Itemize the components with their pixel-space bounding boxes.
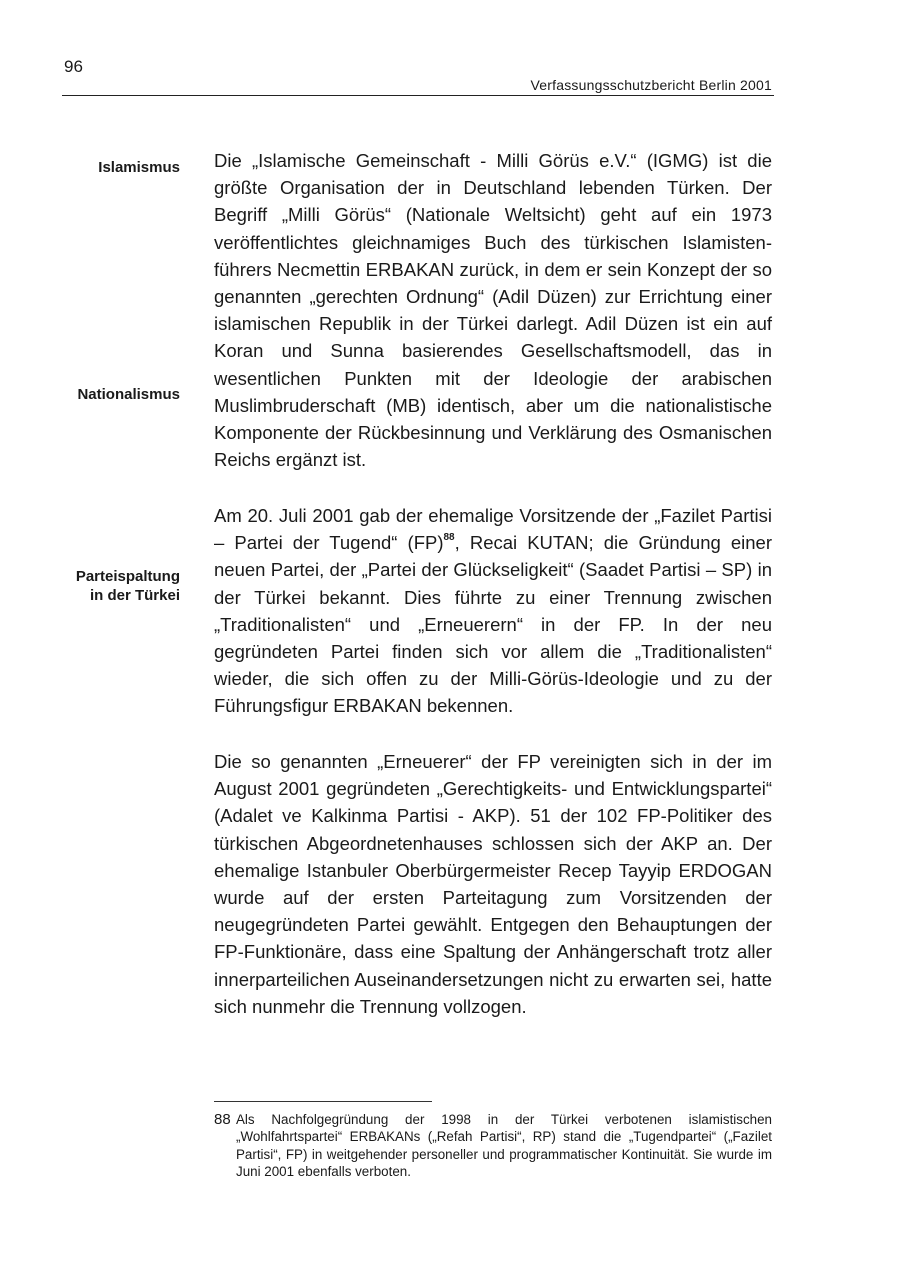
margin-note-parteispaltung-line2: in der Türkei [89, 587, 180, 604]
page-number: 96 [64, 57, 83, 76]
margin-note-parteispaltung-line1: Parteispaltung [75, 568, 180, 585]
paragraph-parteigruendung-part1: Am 20. Juli 2001 gab der ehemalige Vorsitzende der „Fazilet Partisi – Partei der Tugend“ (FP) [214, 505, 772, 554]
header-rule [62, 95, 774, 96]
paragraph-parteigruendung-part2: , Recai KUTAN; die Gründung einer neuen Partei, der „Partei der Glückseligkeit“ (Saadet Partisi – SP) in der Türkei bekannt. Dies führte zu einer Trennung zwischen „Traditionalisten“ und „Erneuerern“ in der FP. In der neu gegründeten Partei finden sich vor allem die „Traditionalisten“ wieder, die sich offen zu der Milli-Görüs-Ideologie und zu der Führungsfigur ERBAKAN bekennen. [214, 532, 772, 717]
footnote-text: Als Nachfolgegründung der 1998 in der Türkei verbotenen islamistischen „Wohlfahrtspartei“ ERBAKANs („Refah Partisi“, RP) stand die „Tugendpartei“ („Fazilet Partisi“, FP) in weitgehender personeller und programmatischer Kontinuität. Sie wurde im Juni 2001 ebenfalls verboten. [236, 1112, 772, 1179]
footnote [214, 1111, 772, 1180]
footnote-number: 88 [214, 1111, 231, 1128]
footnote-reference: 88 [443, 532, 455, 544]
margin-note-nationalismus: Nationalismus [77, 386, 180, 403]
paragraph-erneuerer: Die so genannten „Erneuerer“ der FP vereinigten sich in der im August 2001 gegründeten „Gerechtigkeits- und Entwicklungspartei“ (Adalet ve Kalkinma Partisi - AKP). 51 der 102 FP-Politiker des türkischen Abgeordnetenhauses schlossen sich der AKP an. Der ehemalige Istanbuler Oberbürgermeister Recep Tayyip ERDOGAN wurde auf der ersten Parteitagung zum Vorsitzenden der neugegründeten Partei gewählt. Entgegen den Behauptungen der FP-Funktionäre, dass eine Spaltung der Anhängerschaft trotz aller innerparteilichen Auseinandersetzungen nicht zu erwarten sei, hatte sich nunmehr die Trennung vollzogen. [214, 751, 772, 1017]
margin-note-parteispaltung [76, 567, 180, 605]
footnote-rule [214, 1101, 432, 1102]
running-header-title: Verfassungsschutzbericht Berlin 2001 [530, 77, 772, 93]
margin-note-islamismus: Islamismus [98, 159, 180, 176]
paragraph-igmg: Die „Islamische Gemeinschaft - Milli Görüs e.V.“ (IGMG) ist die größte Organisation der in Deutschland lebenden Türken. Der Begriff „Milli Görüs“ (Nationale Weltsicht) geht auf ein 1973 veröffentlichtes gleichnamiges Buch des türkischen Islamistenführers Necmettin ERBAKAN zurück, in dem er sein Konzept der so genannten „gerechten Ordnung“ (Adil Düzen) zur Errichtung einer islamischen Republik in der Türkei darlegt. Adil Düzen ist ein auf Koran und Sunna basierendes Gesellschaftsmodell, das in wesentlichen Punkten mit der Ideologie der arabischen Muslimbruderschaft (MB) identisch, aber um die nationalistische Komponente der Rückbesinnung und Verklärung des Osmanischen Reichs ergänzt ist. [214, 150, 772, 471]
paragraph-parteigruendung [214, 502, 772, 720]
